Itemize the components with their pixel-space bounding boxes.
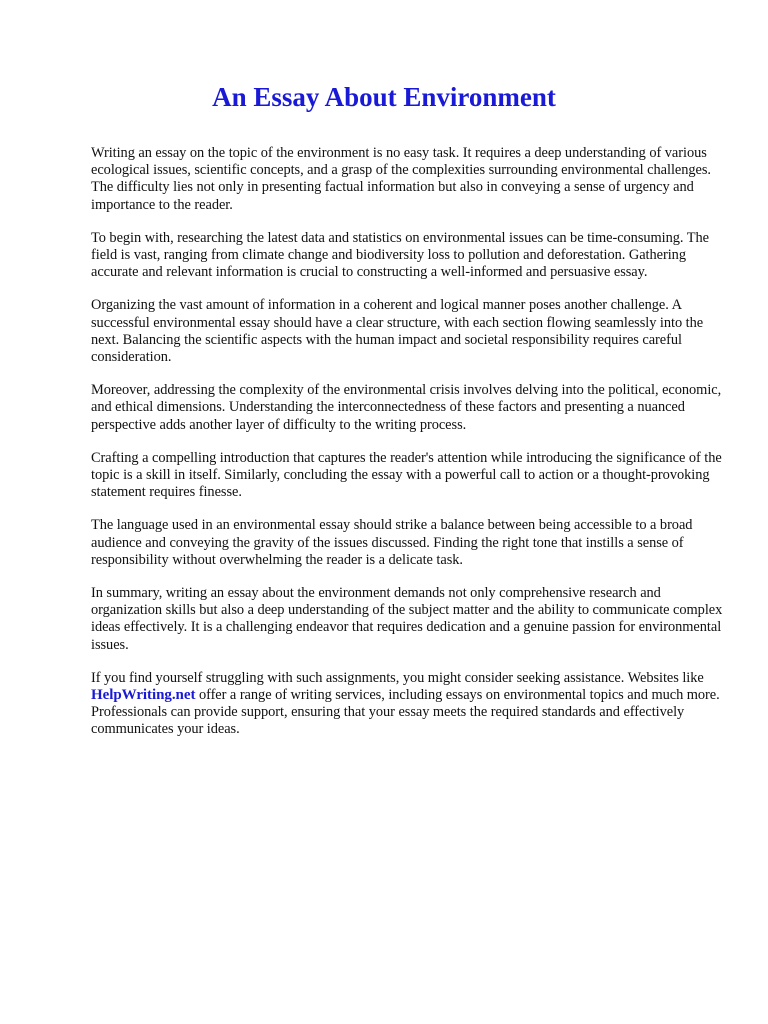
paragraph-2: To begin with, researching the latest data and statistics on environmental issues can be time-consuming. The field is vast, ranging from climate change and biodiversity loss to pollution and deforestation. Gathering accurate and relevant information is crucial to constructing a well-informed and persuasive essay. <box>91 229 709 281</box>
paragraph-1: Writing an essay on the topic of the environment is no easy task. It requires a deep understanding of various ecological issues, scientific concepts, and a grasp of the complexities surrounding environmental challenges. The difficulty lies not only in presenting factual information but also in conveying a sense of urgency and importance to the reader. <box>91 145 711 213</box>
paragraph-8-after-link: offer a range of writing services, including essays on environmental topics and much more. Professionals can provide support, ensuring that your essay meets the required standards and effectively communicates your ideas. <box>91 687 720 738</box>
helpwriting-link[interactable]: HelpWriting.net <box>91 687 196 704</box>
paragraph-7: In summary, writing an essay about the environment demands not only comprehensive research and organization skills but also a deep understanding of the subject matter and the ability to communicate complex ideas effectively. It is a challenging endeavor that requires dedication and a genuine passion for environmental issues. <box>91 585 723 653</box>
paragraph-8 <box>91 670 727 739</box>
essay-body <box>91 145 727 755</box>
paragraph-8-before-link: If you find yourself struggling with such assignments, you might consider seeking assistance. Websites like <box>91 669 704 686</box>
paragraph-6: The language used in an environmental essay should strike a balance between being accessible to a broad audience and conveying the gravity of the issues discussed. Finding the right tone that instills a sense of responsibility without overwhelming the reader is a delicate task. <box>91 517 693 568</box>
page-title: An Essay About Environment <box>212 82 556 112</box>
paragraph-4: Moreover, addressing the complexity of the environmental crisis involves delving into the political, economic, and ethical dimensions. Understanding the interconnectedness of these factors and presenting a nuanced perspective adds another layer of difficulty to the writing process. <box>91 382 722 433</box>
paragraph-5: Crafting a compelling introduction that captures the reader's attention while introducing the significance of the topic is a skill in itself. Similarly, concluding the essay with a powerful call to action or a thought-provoking statement requires finesse. <box>91 449 722 501</box>
paragraph-3: Organizing the vast amount of information in a coherent and logical manner poses another challenge. A successful environmental essay should have a clear structure, with each section flowing seamlessly into the next. Balancing the scientific aspects with the human impact and societal responsibility requires careful consideration. <box>91 297 704 366</box>
